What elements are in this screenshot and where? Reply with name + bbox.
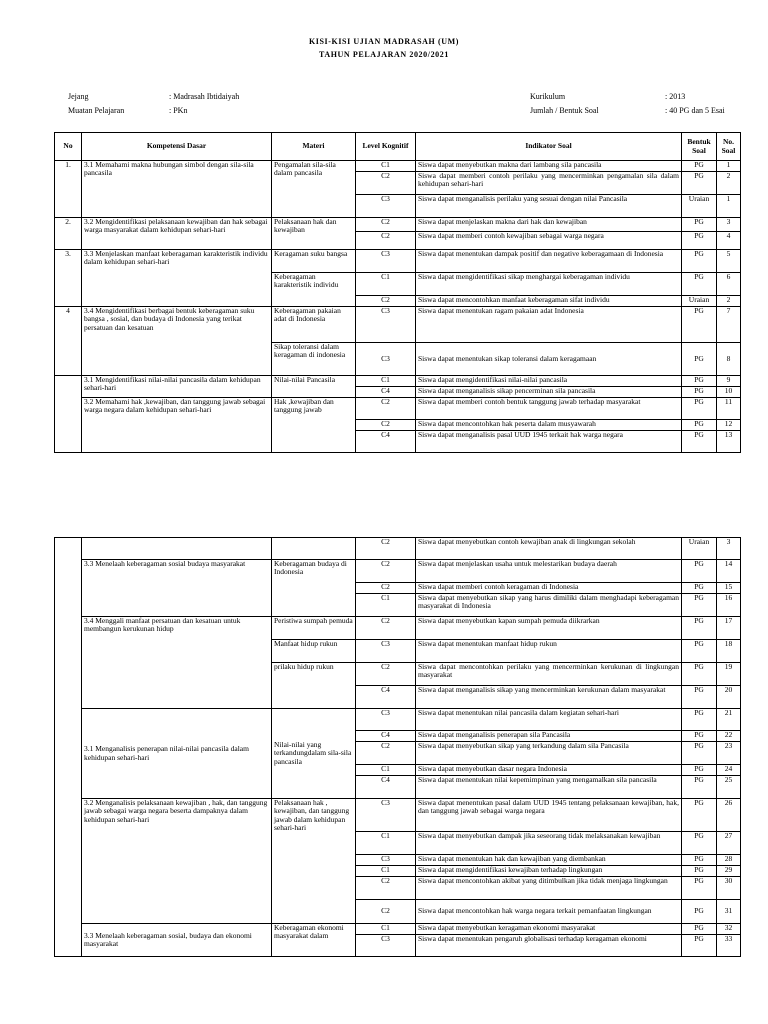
cell-level: C1 — [356, 866, 416, 877]
cell-no-soal: 31 — [717, 900, 741, 924]
cell-bentuk: PG — [682, 935, 717, 957]
cell-level: C2 — [356, 232, 416, 250]
cell-level: C4 — [356, 686, 416, 709]
cell-materi: Keberagaman ekonomi masyarakat dalam — [272, 924, 356, 957]
cell-level: C4 — [356, 731, 416, 742]
cell-no-soal: 8 — [717, 343, 741, 376]
cell-no-soal: 25 — [717, 776, 741, 799]
cell-no-soal: 14 — [717, 560, 741, 583]
cell-indikator: Siswa dapat menentukan pengaruh globalisasi terhadap keragaman ekonomi — [416, 935, 682, 957]
cell-no-soal: 23 — [717, 742, 741, 765]
cell-materi: Keberagaman budaya di Indonesia — [272, 560, 356, 617]
cell-no-soal: 30 — [717, 877, 741, 900]
cell-materi: Manfaat hidup rukun — [272, 640, 356, 663]
cell-no: 3. — [55, 250, 82, 307]
cell-no-soal: 11 — [717, 398, 741, 420]
cell-bentuk: PG — [682, 387, 717, 398]
table-row — [55, 560, 741, 583]
cell-no-soal: 19 — [717, 663, 741, 686]
cell-bentuk: PG — [682, 161, 717, 172]
cell-no-soal: 28 — [717, 855, 741, 866]
cell-materi: Peristiwa sumpah pemuda — [272, 617, 356, 640]
cell-indikator: Siswa dapat menyebutkan keragaman ekonomi masyarakat — [416, 924, 682, 935]
kisi-table-page1 — [54, 132, 741, 453]
cell-indikator: Siswa dapat mencontohkan hak peserta dalam musyawarah — [416, 420, 682, 431]
cell-bentuk: PG — [682, 663, 717, 686]
col-header-no: No — [55, 133, 82, 161]
table-row — [55, 307, 741, 343]
cell-no-empty — [55, 376, 82, 453]
cell-level: C3 — [356, 195, 416, 218]
cell-materi: Keberagaman pakaian adat di Indonesia — [272, 307, 356, 343]
table-row — [55, 617, 741, 640]
cell-level: C1 — [356, 765, 416, 776]
cell-no-soal: 4 — [717, 232, 741, 250]
cell-indikator: Siswa dapat menentukan sikap toleransi dalam keragamaan — [416, 343, 682, 376]
cell-level: C2 — [356, 560, 416, 583]
cell-level: C1 — [356, 924, 416, 935]
cell-indikator: Siswa dapat menganalisis sikap yang mencerminkan kerukunan dalam masyarakat — [416, 686, 682, 709]
cell-bentuk: PG — [682, 232, 717, 250]
cell-bentuk: Uraian — [682, 538, 717, 560]
cell-bentuk: PG — [682, 250, 717, 273]
cell-level: C2 — [356, 296, 416, 307]
cell-bentuk: PG — [682, 376, 717, 387]
cell-indikator: Siswa dapat mengidentifikasi kewajiban terhadap lingkungan — [416, 866, 682, 877]
cell-level: C2 — [356, 218, 416, 232]
table-row — [55, 709, 741, 731]
cell-kompetensi-dasar: 3.3 Menelaah keberagaman sosial budaya masyarakat — [82, 560, 272, 617]
cell-level: C3 — [356, 935, 416, 957]
cell-indikator: Siswa dapat menganalisis penerapan sila Pancasila — [416, 731, 682, 742]
cell-no-soal: 1 — [717, 161, 741, 172]
cell-no-empty — [55, 538, 82, 957]
table-row — [55, 538, 741, 560]
cell-materi: Nilai-nilai yang terkandungdalam sila-sila pancasila — [272, 709, 356, 799]
cell-level: C2 — [356, 742, 416, 765]
cell-no-soal: 20 — [717, 686, 741, 709]
cell-indikator: Siswa dapat menyebutkan sikap yang terkandung dalam sila Pancasila — [416, 742, 682, 765]
cell-indikator: Siswa dapat menjelaskan usaha untuk melestarikan budaya daerah — [416, 560, 682, 583]
cell-no-soal: 32 — [717, 924, 741, 935]
cell-level: C3 — [356, 640, 416, 663]
cell-bentuk: PG — [682, 799, 717, 832]
cell-level: C2 — [356, 900, 416, 924]
cell-bentuk: Uraian — [682, 195, 717, 218]
cell-indikator: Siswa dapat menyebutkan dasar negara Indonesia — [416, 765, 682, 776]
cell-indikator: Siswa dapat menentukan dampak positif dan negative keberagamaan di Indonesia — [416, 250, 682, 273]
cell-no-soal: 5 — [717, 250, 741, 273]
cell-indikator: Siswa dapat mencontohkan perilaku yang mencerminkan kerukunan di lingkungan masyarakat — [416, 663, 682, 686]
cell-indikator: Siswa dapat mengidentifikasi nilai-nilai pancasila — [416, 376, 682, 387]
cell-level: C1 — [356, 832, 416, 855]
cell-level: C3 — [356, 709, 416, 731]
cell-indikator: Siswa dapat menyebutkan dampak jika seseorang tidak melaksanakan kewajiban — [416, 832, 682, 855]
cell-materi: Pelaksanaan hak , kewajiban, dan tanggung jawab dalam kehidupan sehari-hari — [272, 799, 356, 924]
cell-no: 1. — [55, 161, 82, 218]
cell-indikator: Siswa dapat memberi contoh bentuk tanggung jawab terhadap masyarakat — [416, 398, 682, 420]
table-row — [55, 376, 741, 387]
cell-no-soal: 10 — [717, 387, 741, 398]
cell-no-soal: 6 — [717, 273, 741, 296]
cell-materi: prilaku hidup rukun — [272, 663, 356, 709]
cell-indikator: Siswa dapat menentukan nilai pancasila dalam kegiatan sehari-hari — [416, 709, 682, 731]
col-header-bentuk-soal: Bentuk Soal — [682, 133, 717, 161]
cell-level: C1 — [356, 376, 416, 387]
cell-bentuk: PG — [682, 218, 717, 232]
col-header-no-soal: No. Soal — [717, 133, 741, 161]
cell-level: C2 — [356, 172, 416, 195]
cell-bentuk: PG — [682, 900, 717, 924]
cell-level: C4 — [356, 776, 416, 799]
cell-no: 2. — [55, 218, 82, 250]
cell-materi: Pelaksanaan hak dan kewajiban — [272, 218, 356, 250]
table-row — [55, 799, 741, 832]
cell-no-soal: 3 — [717, 538, 741, 560]
cell-no-soal: 29 — [717, 866, 741, 877]
kurikulum-value: : 2013 — [665, 92, 686, 101]
cell-level: C1 — [356, 161, 416, 172]
cell-bentuk: PG — [682, 765, 717, 776]
cell-indikator: Siswa dapat menentukan manfaat hidup rukun — [416, 640, 682, 663]
cell-level: C3 — [356, 855, 416, 866]
cell-no-soal: 27 — [717, 832, 741, 855]
cell-bentuk: PG — [682, 742, 717, 765]
cell-kompetensi-dasar: 3.4 Menggali manfaat persatuan dan kesatuan untuk membangun kerukunan hidup — [82, 617, 272, 709]
cell-no-soal: 24 — [717, 765, 741, 776]
cell-indikator: Siswa dapat menyebutkan makna dari lambang sila pancasila — [416, 161, 682, 172]
cell-kompetensi-dasar: 3.2 Menganalisis pelaksanaan kewajiban , hak, dan tanggung jawab sebagai warga negara beserta dampaknya dalam kehidupan sehari-hari — [82, 799, 272, 924]
cell-bentuk: PG — [682, 776, 717, 799]
cell-bentuk: PG — [682, 172, 717, 195]
cell-no-soal: 33 — [717, 935, 741, 957]
cell-bentuk: PG — [682, 832, 717, 855]
cell-level: C2 — [356, 877, 416, 900]
table-row — [55, 218, 741, 232]
cell-indikator: Siswa dapat menentukan hak dan kewajiban yang diembankan — [416, 855, 682, 866]
jenjang-label: Jejang — [68, 92, 89, 101]
cell-kompetensi-dasar: 3.1 Menganalisis penerapan nilai-nilai pancasila dalam kehidupan sehari-hari — [82, 709, 272, 799]
cell-bentuk: PG — [682, 686, 717, 709]
cell-no-soal: 2 — [717, 296, 741, 307]
cell-kompetensi-dasar: 3.2 Memahami hak ,kewajiban, dan tanggung jawab sebagai warga negara dalam kehidupan sehari-hari — [82, 398, 272, 453]
cell-indikator: Siswa dapat menjelaskan makna dari hak dan kewajiban — [416, 218, 682, 232]
cell-bentuk: PG — [682, 709, 717, 731]
cell-bentuk: PG — [682, 560, 717, 583]
cell-materi: Keberagaman karakteristik individu — [272, 273, 356, 307]
cell-indikator: Siswa dapat mengidentifikasi sikap menghargai keberagaman individu — [416, 273, 682, 296]
col-header-materi: Materi — [272, 133, 356, 161]
cell-kompetensi-dasar: 3.3 Menelaah keberagaman sosial, budaya dan ekonomi masyarakat — [82, 924, 272, 957]
col-header-indikator-soal: Indikator Soal — [416, 133, 682, 161]
cell-bentuk: Uraian — [682, 296, 717, 307]
cell-no-soal: 13 — [717, 431, 741, 453]
cell-kompetensi-dasar: 3.4 Mengidentifikasi berbagai bentuk keberagaman suku bangsa , sosial, dan budaya di Indonesia yang terikat persatuan dan kesatuan — [82, 307, 272, 376]
cell-no-soal: 22 — [717, 731, 741, 742]
cell-indikator: Siswa dapat menentukan ragam pakaian adat Indonesia — [416, 307, 682, 343]
table-row — [55, 398, 741, 420]
cell-kompetensi-dasar: 3.1 Memahami makna hubungan simbol dengan sila-sila pancasila — [82, 161, 272, 218]
cell-level: C4 — [356, 387, 416, 398]
cell-materi: Pengamalan sila-sila dalam pancasila — [272, 161, 356, 218]
cell-no-soal: 7 — [717, 307, 741, 343]
cell-no-soal: 17 — [717, 617, 741, 640]
table-header-row — [55, 133, 741, 161]
cell-level: C3 — [356, 250, 416, 273]
cell-bentuk: PG — [682, 731, 717, 742]
cell-indikator: Siswa dapat memberi contoh keragaman di Indonesia — [416, 583, 682, 594]
cell-bentuk: PG — [682, 307, 717, 343]
cell-level: C2 — [356, 420, 416, 431]
cell-level: C2 — [356, 663, 416, 686]
cell-no-soal: 9 — [717, 376, 741, 387]
cell-level: C3 — [356, 307, 416, 343]
cell-kompetensi-dasar: 3.2 Mengidentifikasi pelaksanaan kewajiban dan hak sebagai warga masyarakat dalam kehidupan sehari-hari — [82, 218, 272, 250]
cell-no-soal: 1 — [717, 195, 741, 218]
cell-bentuk: PG — [682, 594, 717, 617]
cell-bentuk: PG — [682, 420, 717, 431]
cell-no-soal: 21 — [717, 709, 741, 731]
cell-level: C2 — [356, 617, 416, 640]
cell-bentuk: PG — [682, 855, 717, 866]
kurikulum-label: Kurikulum — [530, 92, 566, 101]
cell-no-soal: 12 — [717, 420, 741, 431]
cell-level: C1 — [356, 594, 416, 617]
cell-level: C1 — [356, 273, 416, 296]
cell-indikator: Siswa dapat mencontohkan manfaat keberagaman sifat individu — [416, 296, 682, 307]
jumlah-label: Jumlah / Bentuk Soal — [530, 106, 599, 115]
table-row — [55, 161, 741, 172]
cell-bentuk: PG — [682, 583, 717, 594]
document-title: KISI-KISI UJIAN MADRASAH (UM) — [308, 37, 460, 46]
cell-bentuk: PG — [682, 924, 717, 935]
cell-bentuk: PG — [682, 343, 717, 376]
cell-materi-empty — [272, 538, 356, 560]
cell-kompetensi-dasar: 3.3 Menjelaskan manfaat keberagaman karakteristik individu dalam kehidupan sehari-hari — [82, 250, 272, 307]
cell-indikator: Siswa dapat mencontohkan hak warga negara terkait pemanfaatan lingkungan — [416, 900, 682, 924]
kisi-table-page2 — [54, 537, 741, 957]
cell-bentuk: PG — [682, 877, 717, 900]
cell-indikator: Siswa dapat menyebutkan contoh kewajiban anak di lingkungan sekolah — [416, 538, 682, 560]
cell-no-soal: 2 — [717, 172, 741, 195]
cell-bentuk: PG — [682, 617, 717, 640]
cell-materi: Hak ,kewajiban dan tanggung jawab — [272, 398, 356, 453]
cell-no-soal: 18 — [717, 640, 741, 663]
cell-kompetensi-dasar-empty — [82, 538, 272, 560]
cell-level: C2 — [356, 583, 416, 594]
cell-bentuk: PG — [682, 273, 717, 296]
cell-indikator: Siswa dapat menganalisis pasal UUD 1945 terkait hak warga negara — [416, 431, 682, 453]
cell-indikator: Siswa dapat menganalisis perilaku yang sesuai dengan nilai Pancasila — [416, 195, 682, 218]
cell-level: C2 — [356, 398, 416, 420]
cell-indikator: Siswa dapat menganalisis sikap pencerminan sila pancasila — [416, 387, 682, 398]
cell-level: C2 — [356, 538, 416, 560]
cell-no-soal: 3 — [717, 218, 741, 232]
cell-no-soal: 26 — [717, 799, 741, 832]
cell-level: C3 — [356, 799, 416, 832]
cell-bentuk: PG — [682, 866, 717, 877]
col-header-level-kognitif: Level Kognitif — [356, 133, 416, 161]
col-header-kompetensi-dasar: Kompetensi Dasar — [82, 133, 272, 161]
cell-bentuk: PG — [682, 398, 717, 420]
cell-level: C3 — [356, 343, 416, 376]
cell-bentuk: PG — [682, 640, 717, 663]
table-row — [55, 250, 741, 273]
cell-no: 4 — [55, 307, 82, 376]
cell-indikator: Siswa dapat menyebutkan sikap yang harus dimiliki dalam menghadapi keberagaman masyarakat di Indonesia — [416, 594, 682, 617]
cell-indikator: Siswa dapat menyebutkan kapan sumpah pemuda diikrarkan — [416, 617, 682, 640]
cell-materi: Sikap toleransi dalam keragaman di indonesia — [272, 343, 356, 376]
cell-materi: Keragaman suku bangsa — [272, 250, 356, 273]
cell-level: C4 — [356, 431, 416, 453]
table-row — [55, 924, 741, 935]
jenjang-value: : Madrasah Ibtidaiyah — [169, 92, 240, 101]
cell-indikator: Siswa dapat mencontohkan akibat yang ditimbulkan jika tidak menjaga lingkungan — [416, 877, 682, 900]
cell-indikator: Siswa dapat menentukan pasal dalam UUD 1945 tentang pelaksanaan kewajiban, hak, dan tanggung jawab sebagai warga negara — [416, 799, 682, 832]
cell-kompetensi-dasar: 3.1 Mengidentifikasi nilai-nilai pancasila dalam kehidupan sehari-hari — [82, 376, 272, 398]
document-subtitle: TAHUN PELAJARAN 2020/2021 — [319, 50, 449, 59]
cell-indikator: Siswa dapat memberi contoh kewajiban sebagai warga negara — [416, 232, 682, 250]
mapel-value: : PKn — [169, 106, 188, 115]
jumlah-value: : 40 PG dan 5 Esai — [665, 106, 725, 115]
mapel-label: Muatan Pelajaran — [68, 106, 125, 115]
cell-indikator: Siswa dapat memberi contoh perilaku yang mencerminkan pengamalan sila dalam kehidupan sehari-hari — [416, 172, 682, 195]
cell-no-soal: 16 — [717, 594, 741, 617]
cell-materi: Nilai-nilai Pancasila — [272, 376, 356, 398]
cell-bentuk: PG — [682, 431, 717, 453]
cell-indikator: Siswa dapat menentukan nilai kepemimpinan yang mengamalkan sila pancasila — [416, 776, 682, 799]
cell-no-soal: 15 — [717, 583, 741, 594]
